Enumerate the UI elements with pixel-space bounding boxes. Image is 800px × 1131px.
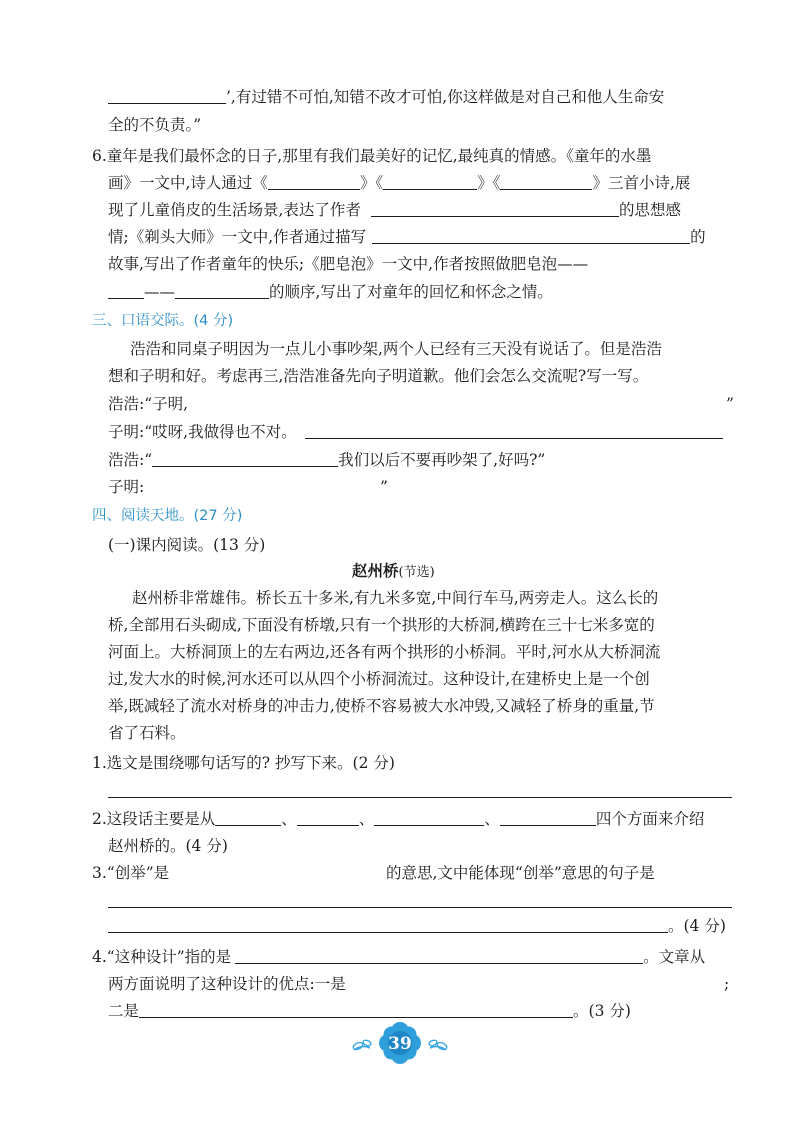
q6-line3: 现了儿童俏皮的生活场景,表达了作者 的思想感 [108,201,681,219]
dialogue-1: 浩浩:“子明, [108,395,189,413]
question-1: 1.选文是围绕哪句话写的? 抄写下来。(2 分) [92,754,395,772]
question-2: 2.这段话主要是从 、 、 、 四个方面来介绍 [92,810,705,828]
passage-line: 赵州桥非常雄伟。桥长五十多米,有九米多宽,中间行车马,两旁走人。这么长的 [132,589,659,607]
q5-line1: ’,有过错不可怕,知错不改才可怕,你这样做是对自己和他人生命安 [108,86,664,108]
blank[interactable] [500,809,596,826]
blank[interactable] [383,173,477,190]
q5-line2: 全的不负责。” [108,116,202,134]
dialogue-3: 浩浩:“ 我们以后不要再吵架了,好吗?” [108,451,546,469]
passage-line: 桥,全部用石头砌成,下面没有桥墩,只有一个拱形的大桥洞,横跨在三十七米多宽的 [108,616,655,634]
q6-line1: 6.童年是我们最怀念的日子,那里有我们最美好的记忆,最纯真的情感。《童年的水墨 [92,147,652,165]
question-4-line2: 两方面说明了这种设计的优点:一是 [108,975,346,993]
s4-subsection: (一)课内阅读。(13 分) [108,536,266,554]
q6-line2: 画》一文中,诗人通过《 》《 》《 》三首小诗,展 [108,174,691,192]
blank[interactable] [305,422,723,439]
blank[interactable] [268,173,360,190]
dialogue-2: 子明:“哎呀,我做得也不对。 [108,421,723,443]
question-4-semicolon: ; [724,975,730,993]
question-3-cont: 的意思,文中能体现“创举”意思的句子是 [386,864,655,882]
blank[interactable] [108,87,226,104]
blank[interactable] [175,282,269,299]
blank[interactable] [500,173,592,190]
dialogue-4: 子明: [108,478,145,496]
question-4-line3: 二是 。(3 分) [108,1002,631,1020]
blank[interactable] [152,450,338,467]
passage-line: 省了石料。 [108,724,186,742]
answer-line[interactable] [108,781,732,798]
page-number: 39 [388,1034,412,1054]
s3-para-line2: 想和子明和好。考虑再三,浩浩准备先向子明道歉。他们会怎么交流呢?写一写。 [108,367,649,385]
passage-line: 举,既减轻了流水对桥身的冲击力,使桥不容易被大水冲毁,又减轻了桥身的重量,节 [108,697,655,715]
passage-line: 过,发大水的时候,河水还可以从四个小桥洞流过。这种设计,在建桥史上是一个创 [108,670,650,688]
blank[interactable] [108,282,144,299]
q6-line6: —— 的顺序,写出了对童年的回忆和怀念之情。 [108,281,553,303]
question-2-cont: 赵州桥的。(4 分) [108,837,228,855]
blank[interactable] [374,809,484,826]
passage-line: 河面上。大桥洞顶上的左右两边,还各有两个拱形的小桥洞。平时,河水从大桥洞流 [108,643,661,661]
dialogue-1-end: ” [726,395,734,413]
blank[interactable] [139,1001,573,1018]
question-4: 4.“这种设计”指的是 。文章从 [92,948,706,966]
blank[interactable] [215,809,281,826]
answer-line[interactable] [108,891,732,908]
page-number-badge [340,1018,460,1068]
s3-para-line1: 浩浩和同桌子明因为一点儿小事吵架,两个人已经有三天没有说话了。但是浩浩 [130,340,662,358]
section-3-title: 三、口语交际。(4 分) [92,313,234,329]
blank[interactable] [297,809,359,826]
flower-leaf-decoration [340,1018,460,1068]
blank[interactable] [371,200,619,217]
blank[interactable] [235,947,643,964]
dialogue-4-end: ” [380,478,388,496]
q6-line5: 故事,写出了作者童年的快乐;《肥皂泡》一文中,作者按照做肥皂泡—— [108,255,589,273]
question-3: 3.“创举”是 [92,864,170,882]
q6-line4: 情;《剃头大师》一文中,作者通过描写 的 [108,228,706,246]
blank[interactable] [372,227,690,244]
section-4-title: 四、阅读天地。(27 分) [92,508,243,524]
passage-title: 赵州桥(节选) [352,561,435,580]
answer-line[interactable] [108,916,668,933]
